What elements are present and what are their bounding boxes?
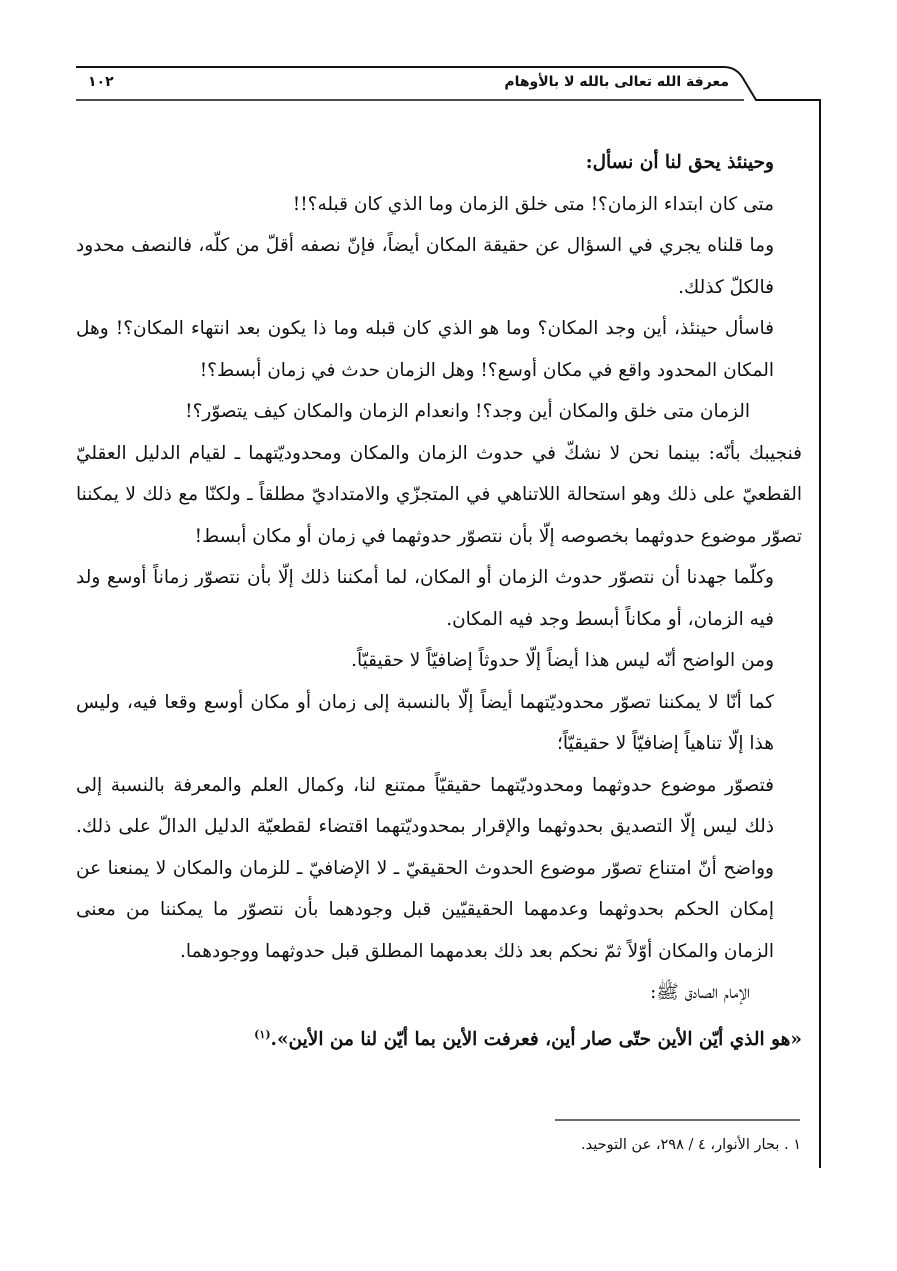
paragraph: كما أنّا لا يمكننا تصوّر محدوديّتهما أيضاً إلّا بالنسبة إلى زمان أو مكان أوسع وقعا فيه، وليس هذا إلّا تناهياً إضافيّاً لا حقيقيّاً؛	[76, 691, 774, 754]
paragraph: فنجيبك بأنّه: بينما نحن لا نشكّ في حدوث الزمان والمكان ومحدوديّتهما ـ لقيام الدليل العقليّ القطعيّ على ذلك وهو استحالة اللاتناهي في المتجزّي والامتداديّ مطلقاً ـ ولكنّا مع ذلك لا يمكننا تصوّر موضوع حدوثهما بخصوصه إلّا بأن نتصوّر حدوثهما في زمان أو مكان أبسط!	[76, 442, 802, 547]
paragraph: متى كان ابتداء الزمان؟! متى خلق الزمان وما الذي كان قبله؟!!	[292, 193, 774, 215]
paragraph: فتصوّر موضوع حدوثهما ومحدوديّتهما حقيقيّاً ممتنع لنا، وكمال العلم والمعرفة بالنسبة إلى ذلك ليس إلّا التصديق بحدوثهما والإقرار بمحدوديّتهما اقتضاء لقطعيّة الدليل الدالّ على ذلك. وواضح أنّ امتناع تصوّر موضوع الحدوث الحقيقيّ ـ لا الإضافيّ ـ للزمان والمكان لا يمنعنا عن إمكان الحكم بحدوثهما وعدمهما الحقيقيّين قبل وجودهما بأن نتصوّر ما يمكننا من معنى الزمان والمكان أوّلاً ثمّ نحكم بعد ذلك بعدمهما المطلق قبل حدوثهما ووجودهما.	[76, 774, 774, 962]
footnote: ١ . بحار الأنوار، ٤ / ٢٩٨، عن التوحيد.	[581, 1137, 801, 1153]
running-header-title: معرفة الله تعالى بالله لا بالأوهام	[504, 74, 729, 90]
paragraph: وكلّما جهدنا أن نتصوّر حدوث الزمان أو المكان، لما أمكننا ذلك إلّا بأن نتصوّر زماناً أوسع ولد فيه الزمان، أو مكاناً أبسط وجد فيه المكان.	[76, 567, 774, 630]
paragraph: وما قلناه يجري في السؤال عن حقيقة المكان أيضاً، فإنّ نصفه أقلّ من كلّه، فالنصف محدود فالكلّ كذلك.	[76, 235, 774, 298]
footnote-marker[interactable]: (١)	[254, 1027, 271, 1041]
page-number: ١٠٢	[88, 74, 114, 90]
main-text	[76, 142, 802, 1060]
paragraph: وحينئذ يحق لنا أن نسأل:	[585, 152, 774, 173]
quote-text: «هو الذي أيّن الأين حتّى صار أين، فعرفت الأين بما أيّن لنا من الأين».	[270, 1028, 802, 1050]
paragraph: الزمان متى خلق والمكان أين وجد؟! وانعدام الزمان والمكان كيف يتصوّر؟!	[185, 401, 750, 422]
paragraph: ومن الواضح أنّه ليس هذا أيضاً إلّا حدوثاً إضافيّاً لا حقيقيّاً.	[351, 650, 774, 671]
paragraph-attribution: الإمام الصادق ﷺ:	[650, 982, 750, 1003]
hadith-quote	[76, 1014, 802, 1061]
paragraph: فاسأل حينئذ، أين وجد المكان؟ وما هو الذي كان قبله وما ذا يكون بعد انتهاء المكان؟! وهل المكان المحدود واقع في مكان أوسع؟! وهل الزمان حدث في زمان أبسط؟!	[76, 318, 774, 381]
